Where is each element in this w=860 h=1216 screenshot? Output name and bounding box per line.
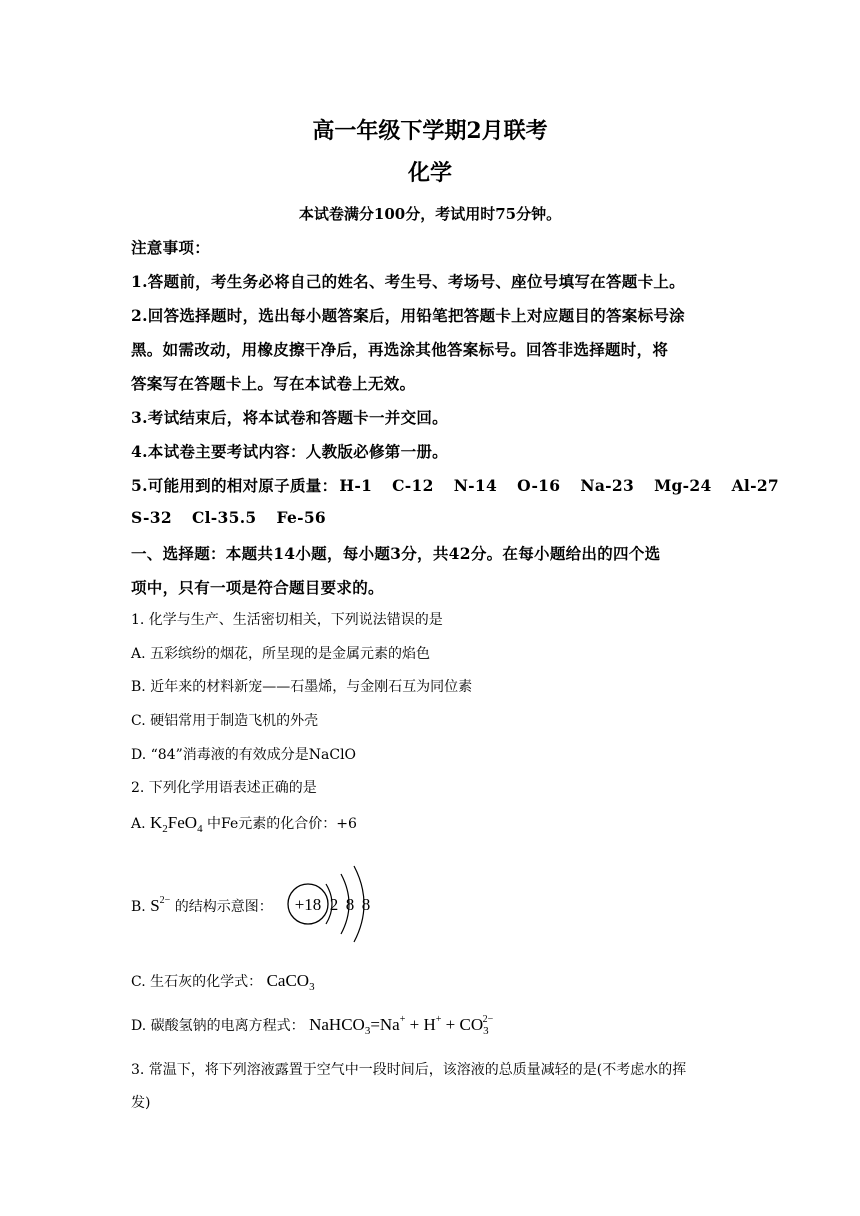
exam-info: 本试卷满分100分，考试用时75分钟。 [298,205,562,223]
question-1-option-b: B. 近年来的材料新宠——石墨烯，与金刚石互为同位素 [131,679,473,695]
note-item: 4.本试卷主要考试内容：人教版必修第一册。 [131,442,448,461]
atom-structure-diagram [286,860,382,956]
formula-caco3: CaCO$_3$ [266,971,315,993]
section-heading: 一、选择题：本题共14小题，每小题3分，共42分。在每小题给出的四个选 [131,544,661,563]
note-item: 黑。如需改动，用橡皮擦干净后，再选涂其他答案标号。回答非选择题时，将 [131,340,669,359]
atomic-mass: H-1 [339,476,373,495]
atomic-mass: N-14 [453,476,498,495]
atomic-mass: Na-23 [580,476,635,495]
nucleus-charge: +18 [294,895,322,914]
question-1-option-a: A. 五彩缤纷的烟花，所呈现的是金属元素的焰色 [131,646,431,662]
atomic-mass: Fe-56 [276,508,327,527]
shell-electrons: 8 [345,895,355,914]
question-2-option-d: D. 碳酸氢钠的电离方程式： NaHCO$_3$=Na+ + $H^+ + CO_3^{2-}$ [131,1014,494,1037]
question-2-option-a: A. $K_2FeO_4$ 中Fe元素的化合价：+6 [131,813,357,835]
subject-title: 化学 [407,160,452,186]
atomic-mass: Mg-24 [654,476,712,495]
exam-title: 高一年级下学期2月联考 [312,118,548,144]
question-1-option-c: C. 硬铝常用于制造飞机的外壳 [131,713,319,729]
atomic-mass: C-12 [392,476,434,495]
ionization-equation: NaHCO$_3$=Na+ + $H^+ + CO_3^{2-}$ [309,1014,494,1037]
atomic-mass: O-16 [517,476,561,495]
atomic-mass: Cl-35.5 [191,508,257,527]
question-3-stem-cont: 发) [131,1095,151,1111]
question-2-option-b: B. $S^{2-}$ 的结构示意图： [131,895,273,915]
formula-k2feo4: $K_2FeO_4$ [150,813,203,835]
note-item: 1.答题前，考生务必将自己的姓名、考生号、考场号、座位号填写在答题卡上。 [131,272,685,291]
shell-electrons: 2 [329,895,339,914]
atomic-mass: Al-27 [731,476,779,495]
question-2-option-c: C. 生石灰的化学式： CaCO$_3$ [131,971,315,993]
note-item: 3.考试结束后，将本试卷和答题卡一并交回。 [131,408,448,427]
atomic-mass-line-1 [131,474,779,496]
atomic-mass-label: 5.可能用到的相对原子质量： [131,476,338,495]
question-1-stem: 1. 化学与生产、生活密切相关，下列说法错误的是 [131,612,443,628]
question-1-option-d: D. “84”消毒液的有效成分是NaClO [131,747,357,763]
question-2-stem: 2. 下列化学用语表述正确的是 [131,780,317,796]
question-3-stem: 3. 常温下，将下列溶液露置于空气中一段时间后，该溶液的总质量减轻的是(不考虑水的挥 [131,1062,687,1078]
formula-sulfide-ion: $S^{2-}$ [150,895,171,915]
atomic-mass-line-2 [131,508,326,527]
note-item: 2.回答选择题时，选出每小题答案后，用铅笔把答题卡上对应题目的答案标号涂 [131,306,685,325]
atomic-mass: S-32 [131,508,172,527]
notes-heading: 注意事项： [131,238,211,257]
note-item: 答案写在答题卡上。写在本试卷上无效。 [131,374,416,393]
section-heading-cont: 项中，只有一项是符合题目要求的。 [131,578,384,597]
shell-electrons: 8 [361,895,371,914]
